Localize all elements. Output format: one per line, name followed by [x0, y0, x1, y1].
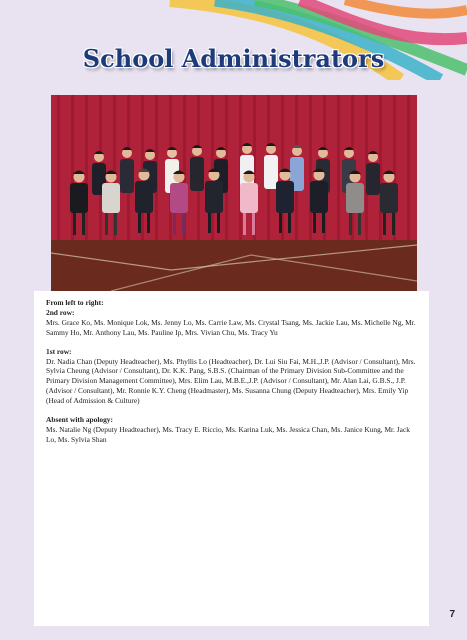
row1-heading: 1st row: [46, 346, 72, 356]
row2-heading: 2nd row: [46, 307, 75, 317]
row1-names: Dr. Nadia Chan (Deputy Headteacher), Ms. Phyllis Lo (Headteacher), Dr. Lui Siu Fai, M.H.,J.P. (Advisor / Consultant), Mrs. Sylvia Cheung (Advisor / Consultant), Dr. K.K. Pang, S.B.S. (Chairman of the Primary Division Sub-Committee and the Primary Division Management Committee), Mrs. Elim Lau, M.B.E.,J.P. (Advisor / Consultant), Mr. Alan Lai, G.B.S., J.P. (Advisor / Consultant), Mr. Ronnie K.Y. Cheng (Headmaster), Ms. Susanna Chung (Deputy Headteacher), Mrs. Emily Yip (Head of Admission & Culture) [46, 356, 416, 406]
row2-names: Mrs. Grace Ko, Ms. Monique Lok, Ms. Jenny Lo, Ms. Carrie Law, Ms. Crystal Tsang, Ms. Jackie Lau, Ms. Michelle Ng, Mr. Sammy Ho, Mr. Anthony Lau, Ms. Pauline Ip, Mrs. Vivian Chu, Ms. Tracy Yu [46, 317, 416, 337]
group-photo [51, 95, 417, 291]
caption-lead: From left to right: [46, 298, 104, 307]
caption-box [34, 291, 429, 626]
page-number: 7 [449, 609, 455, 620]
page-title: School Administrators [82, 44, 385, 73]
absent-names: Ms. Natalie Ng (Deputy Headteacher), Ms. Tracy E. Riccio, Ms. Karina Luk, Ms. Jessica Chan, Ms. Janice Kung, Mr. Jack Lo, Ms. Sylvia Shan [46, 424, 410, 444]
absent-heading: Absent with apology: [46, 415, 113, 425]
